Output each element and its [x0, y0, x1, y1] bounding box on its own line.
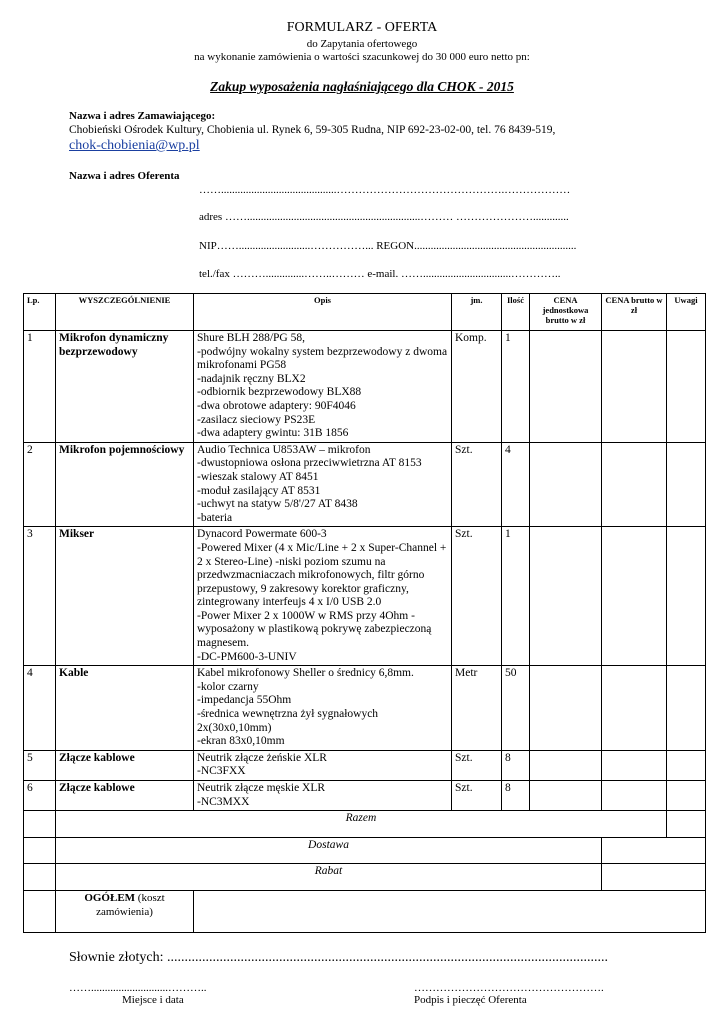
- row-gross-price[interactable]: [602, 442, 667, 527]
- bidder-name-field[interactable]: ……..........................................……………………………………….………………: [199, 184, 571, 196]
- col-header-gross-price: CENA brutto w zł: [602, 294, 667, 331]
- col-header-unit-price: CENA jednostkowa brutto w zł: [530, 294, 602, 331]
- row-description: [194, 781, 452, 811]
- bidder-heading: Nazwa i adres Oferenta: [69, 170, 180, 182]
- row-quantity: 1: [502, 527, 530, 666]
- description-line: -nadajnik ręczny BLX2: [197, 372, 306, 385]
- table-header-row: [24, 294, 706, 331]
- offer-table: [23, 293, 706, 933]
- row-unit: Szt.: [452, 750, 502, 780]
- place-date-label: Miejsce i data: [122, 994, 184, 1006]
- description-line: -Power Mixer 2 x 1000W w RMS przy 4Ohm -wyposażony w plastikową pokrywę zabezpieczoną magnesem.: [197, 609, 432, 650]
- description-line: -uchwyt na statyw 5/8'/27 AT 8438: [197, 498, 358, 511]
- row-lp: 3: [24, 527, 56, 666]
- table-row: [24, 781, 706, 811]
- total-rest-label: (koszt zamówienia): [96, 892, 165, 918]
- form-title: FORMULARZ - OFERTA: [286, 20, 438, 35]
- description-line: -odbiornik bezprzewodowy BLX88: [197, 386, 362, 399]
- buyer-email-link[interactable]: chok-chobienia@wp.pl: [69, 138, 200, 153]
- summary-row-razem: [24, 811, 706, 838]
- row-notes[interactable]: [667, 442, 706, 527]
- signature-label: Podpis i pieczęć Oferenta: [414, 994, 527, 1006]
- row-description: [194, 442, 452, 527]
- row-gross-price[interactable]: [602, 666, 667, 751]
- row-gross-price[interactable]: [602, 331, 667, 443]
- description-line: -dwa obrotowe adaptery: 90F4046: [197, 399, 356, 412]
- description-line: -ekran 83x0,10mm: [197, 735, 285, 748]
- description-line: -dwustopniowa osłona przeciwwietrzna AT 8153: [197, 457, 422, 470]
- buyer-heading: Nazwa i adres Zamawiającego:: [69, 110, 216, 122]
- row-unit: Szt.: [452, 781, 502, 811]
- row-lp: 1: [24, 331, 56, 443]
- col-header-unit: jm.: [452, 294, 502, 331]
- row-unit: Komp.: [452, 331, 502, 443]
- row-quantity: 4: [502, 442, 530, 527]
- bidder-nip-regon-field[interactable]: NIP……..........................……………... REGON...........................................................: [199, 240, 577, 252]
- row-unit-price[interactable]: [530, 527, 602, 666]
- row-notes[interactable]: [667, 527, 706, 666]
- row-notes[interactable]: [667, 750, 706, 780]
- summary-label-dostawa: Dostawa: [56, 838, 602, 864]
- summary-label-total: [56, 891, 194, 933]
- description-line: -dwa adaptery gwintu: 31B 1856: [197, 427, 349, 440]
- row-notes[interactable]: [667, 666, 706, 751]
- total-bold-label: OGÓŁEM: [84, 892, 136, 905]
- description-line: -średnica wewnętrzna żył sygnałowych 2x(30x0,10mm): [197, 708, 379, 734]
- description-line: -Powered Mixer (4 x Mic/Line + 2 x Super-Channel + 2 x Stereo-Line) -niski poziom szumu na przedwzmacniaczach mikrofonowych, filtr górno przepustowy, 9 zakresowy korektor graficzny, zintegrowany interfeujs 4 x I/0 USB 2.0: [197, 541, 447, 609]
- description-line: -wieszak stalowy AT 8451: [197, 470, 319, 483]
- table-row: [24, 331, 706, 443]
- signature-field[interactable]: …………………………………………….: [414, 982, 604, 994]
- summary-empty-cell: [24, 864, 56, 891]
- description-line: -impedancja 55Ohm: [197, 694, 292, 707]
- row-quantity: 8: [502, 750, 530, 780]
- col-header-lp: Lp.: [24, 294, 56, 331]
- row-description: [194, 527, 452, 666]
- table-row: [24, 527, 706, 666]
- row-unit-price[interactable]: [530, 331, 602, 443]
- row-unit-price[interactable]: [530, 781, 602, 811]
- description-line: -zasilacz sieciowy PS23E: [197, 413, 316, 426]
- description-line: -kolor czarny: [197, 680, 259, 693]
- summary-row-dostawa: [24, 838, 706, 864]
- row-unit: Szt.: [452, 442, 502, 527]
- row-item-name: Złącze kablowe: [56, 781, 194, 811]
- description-line: Dynacord Powermate 600-3: [197, 528, 327, 541]
- description-line: Neutrik złącze męskie XLR: [197, 782, 326, 794]
- summary-empty-cell: [24, 811, 56, 838]
- description-line: Audio Technica U853AW – mikrofon: [197, 443, 371, 456]
- summary-empty-cell: [24, 838, 56, 864]
- summary-total-value[interactable]: [194, 891, 706, 933]
- summary-label-rabat: Rabat: [56, 864, 602, 891]
- amount-in-words-field[interactable]: Słownie złotych: ..............................................................................................................................: [69, 950, 608, 965]
- row-unit-price[interactable]: [530, 442, 602, 527]
- summary-empty-cell: [24, 891, 56, 933]
- summary-row-total: [24, 891, 706, 933]
- description-line: -moduł zasilający AT 8531: [197, 484, 321, 497]
- row-description: [194, 666, 452, 751]
- description-line: Kabel mikrofonowy Sheller o średnicy 6,8mm.: [197, 667, 414, 680]
- col-header-description: Opis: [194, 294, 452, 331]
- row-unit: Metr: [452, 666, 502, 751]
- description-line: Shure BLH 288/PG 58,: [197, 332, 305, 344]
- row-quantity: 1: [502, 331, 530, 443]
- bidder-contact-field[interactable]: tel./fax ………..............……..……… e-mail. ……................................…………..: [199, 268, 561, 280]
- row-item-name: Mikser: [56, 527, 194, 666]
- summary-dostawa-value[interactable]: [602, 838, 706, 864]
- bidder-address-field[interactable]: adres ……...............................................................……… ………………….............: [199, 211, 569, 223]
- row-item-name: Kable: [56, 666, 194, 751]
- row-unit: Szt.: [452, 527, 502, 666]
- description-line: -DC-PM600-3-UNIV: [197, 650, 297, 663]
- row-notes[interactable]: [667, 331, 706, 443]
- row-notes[interactable]: [667, 781, 706, 811]
- summary-row-rabat: [24, 864, 706, 891]
- buyer-details: Chobieński Ośrodek Kultury, Chobienia ul. Rynek 6, 59-305 Rudna, NIP 692-23-02-00, tel. 76 8439-519,: [69, 124, 556, 136]
- description-line: Neutrik złącze żeńskie XLR: [197, 751, 327, 764]
- row-quantity: 8: [502, 781, 530, 811]
- row-gross-price[interactable]: [602, 781, 667, 811]
- row-gross-price[interactable]: [602, 750, 667, 780]
- row-lp: 6: [24, 781, 56, 811]
- table-row: [24, 666, 706, 751]
- row-description: [194, 750, 452, 780]
- row-gross-price[interactable]: [602, 527, 667, 666]
- row-item-name: Złącze kablowe: [56, 750, 194, 780]
- summary-razem-value[interactable]: [667, 811, 706, 838]
- row-unit-price[interactable]: [530, 750, 602, 780]
- row-unit-price[interactable]: [530, 666, 602, 751]
- summary-rabat-value[interactable]: [602, 864, 706, 891]
- row-item-name: Mikrofon pojemnościowy: [56, 442, 194, 527]
- description-line: -bateria: [197, 511, 233, 524]
- col-header-quantity: Ilość: [502, 294, 530, 331]
- row-item-name: Mikrofon dynamiczny bezprzewodowy: [56, 331, 194, 443]
- table-row: [24, 750, 706, 780]
- col-header-item: WYSZCZEGÓLNIENIE: [56, 294, 194, 331]
- table-row: [24, 442, 706, 527]
- row-lp: 5: [24, 750, 56, 780]
- col-header-notes: Uwagi: [667, 294, 706, 331]
- form-subtitle: do Zapytania ofertowego: [306, 38, 418, 50]
- description-line: -NC3FXX: [197, 765, 246, 778]
- description-line: -NC3MXX: [197, 795, 250, 808]
- procurement-title: Zakup wyposażenia nagłaśniającego dla CHOK - 2015: [210, 79, 514, 94]
- form-subtitle-2: na wykonanie zamówienia o wartości szacunkowej do 30 000 euro netto pn:: [194, 51, 530, 63]
- row-description: [194, 331, 452, 443]
- description-line: -podwójny wokalny system bezprzewodowy z dwoma mikrofonami PG58: [197, 345, 448, 372]
- row-quantity: 50: [502, 666, 530, 751]
- summary-label-razem: Razem: [56, 811, 667, 838]
- row-lp: 2: [24, 442, 56, 527]
- place-date-field[interactable]: ……............................………..: [69, 982, 207, 994]
- row-lp: 4: [24, 666, 56, 751]
